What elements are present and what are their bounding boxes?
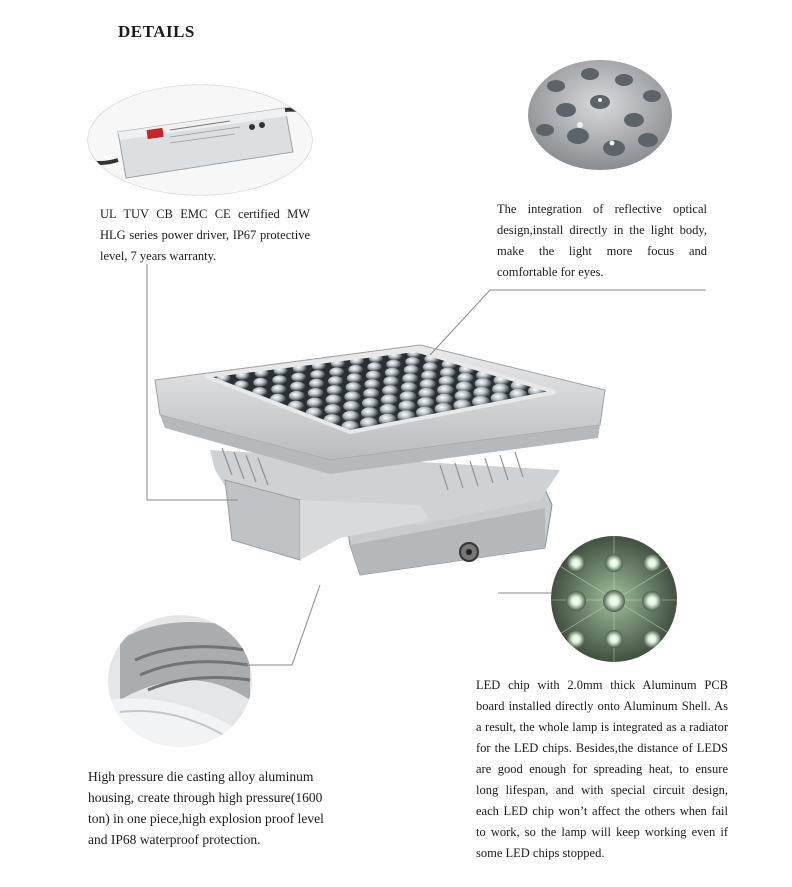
power-driver-image (80, 80, 330, 200)
led-lens (344, 391, 360, 402)
led-lens (253, 378, 268, 388)
led-lens (386, 360, 401, 370)
led-lens (366, 371, 381, 381)
housing-description: High pressure die casting alloy aluminum housing, create through high pressure(1600 ton) in one piece,high explosion proof level and IP68 waterproof protection. (88, 769, 324, 847)
led-lens (381, 394, 398, 405)
led-lens (272, 375, 287, 385)
led-lens (329, 367, 344, 377)
reflector-image (528, 60, 672, 170)
led-lens (310, 370, 325, 380)
led-lens (383, 376, 399, 386)
led-lens (385, 368, 400, 378)
driver-description: UL TUV CB EMC CE certified MW HLG series power driver, IP67 protective level, 7 years warranty. (100, 207, 310, 263)
page-title: DETAILS (118, 22, 195, 41)
led-lens (399, 401, 416, 412)
led-lens (380, 404, 397, 415)
led-lens (364, 379, 380, 389)
led-lens (382, 385, 398, 396)
led-lens (362, 398, 379, 409)
optics-description: The integration of reflective optical design,install directly in the light body, make the light more focus and comfortable for eyes. (497, 202, 707, 279)
led-lens (325, 404, 342, 415)
led-lens (342, 411, 359, 422)
led-lens (308, 388, 324, 398)
led-lens (347, 373, 362, 383)
led-lens (291, 373, 306, 383)
led-board-image (550, 535, 680, 665)
led-lens (346, 382, 362, 392)
led-lens (326, 395, 342, 406)
led-lens (402, 373, 418, 383)
led-lens (328, 376, 343, 386)
lamp-main-image (155, 345, 605, 575)
led-board-description: LED chip with 2.0mm thick Aluminum PCB board installed directly onto Aluminum Shell. As a result, the whole lamp is integrated as a radiator for the LED chips. Besides,the distance of LEDS are good enough for spreading heat, to ensure long lifespan, and with special circuit design, each LED chip won’t affect the others when fail to work, so the lamp will keep working even if some LED chips stopped. (476, 678, 728, 860)
led-lens (367, 362, 382, 372)
led-lens (290, 382, 305, 392)
led-lens (361, 407, 378, 418)
led-lens (289, 391, 305, 401)
led-lens (309, 379, 324, 389)
led-lens (343, 401, 360, 412)
led-lens (401, 382, 417, 393)
led-lens (271, 384, 286, 394)
housing-detail-image (100, 610, 260, 760)
led-lens (348, 365, 363, 375)
led-lens (307, 398, 323, 409)
led-lens (363, 388, 379, 399)
led-lens (327, 385, 343, 395)
